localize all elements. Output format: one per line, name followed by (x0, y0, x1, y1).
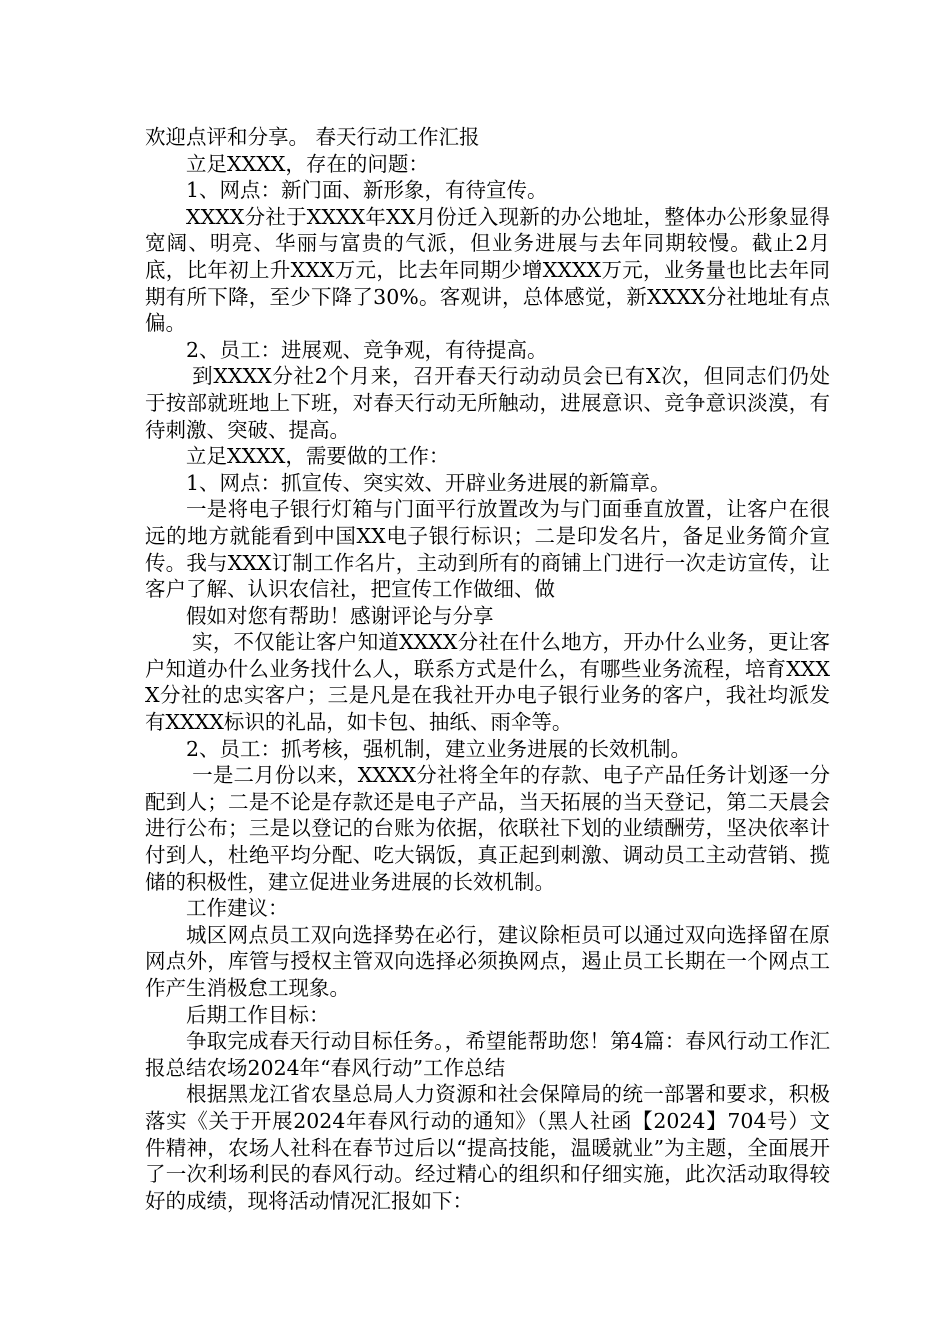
section-title-work-needed: 立足XXXX，需要做的工作： (186, 444, 450, 469)
paragraph-publicity-continued: 实，不仅能让客户知道XXXX分社在什么地方，开办什么业务，更让客户知道办什么业务找什么人，联系方式是什么，有哪些业务流程，培育XXXX分社的忠实客户；三是凡是在我社开办电子银行业务的客户，我社均派发有XXXX标识的礼品，如卡包、抽纸、雨伞等。 (145, 630, 830, 735)
subheading-outlet-publicity: 1、网点：抓宣传、突实效、开辟业务进展的新篇章。 (186, 470, 671, 495)
section-title-goals: 后期工作目标： (186, 1002, 330, 1027)
paragraph-staff-awareness: 到XXXX分社2个月来，召开春天行动动员会已有X次，但同志们仍处于按部就班地上下班，对春天行动无所触动，进展意识、竞争意识淡漠，有待刺激、突破、提高。 (145, 364, 830, 442)
paragraph-goal-and-next-article: 争取完成春天行动目标任务。，希望能帮助您！第4篇：春风行动工作汇报总结农场2024年“春风行动”工作总结 (145, 1029, 830, 1080)
paragraph-publicity-measures: 一是将电子银行灯箱与门面平行放置改为与门面垂直放置，让客户在很远的地方就能看到中国XX电子银行标识；二是印发名片，备足业务简介宣传。我与XXX订制工作名片，主动到所有的商铺上门进行一次走访宣传，让客户了解、认识农信社，把宣传工作做细、做 (145, 497, 830, 602)
document-body (145, 124, 830, 1214)
share-thanks-note: 假如对您有帮助！感谢评论与分享 (186, 603, 494, 628)
paragraph-branch-relocation: XXXX分社于XXXX年XX月份迁入现新的办公地址，整体办公形象显得宽阔、明亮、华丽与富贵的气派，但业务进展与去年同期较慢。截止2月底，比年初上升XXX万元，比去年同期少增XXXX万元，业务量也比去年同期有所下降，至少下降了30%。客观讲，总体感觉，新XXXX分社地址有点偏。 (145, 204, 830, 336)
subheading-outlet-promotion: 1、网点：新门面、新形象，有待宣传。 (186, 178, 548, 203)
paragraph-staff-selection: 城区网点员工双向选择势在必行，建议除柜员可以通过双向选择留在原网点外，库管与授权主管双向选择必须换网点，遏止员工长期在一个网点工作产生消极怠工现象。 (145, 922, 830, 1000)
document-heading-line: 欢迎点评和分享。 春天行动工作汇报 (145, 125, 480, 149)
section-title-problems: 立足XXXX，存在的问题： (186, 151, 429, 176)
section-title-suggestions: 工作建议： (186, 896, 289, 921)
paragraph-spring-breeze-report: 根据黑龙江省农垦总局人力资源和社会保障局的统一部署和要求，积极落实《关于开展2024年春风行动的通知》（黑人社函【2024】704号）文件精神，农场人社科在春节过后以“提高技能，温暖就业”为主题，全面展开了一次利场利民的春风行动。经过精心的组织和仔细实施，此次活动取得较好的成绩，现将活动情况汇报如下： (145, 1082, 830, 1213)
paragraph-task-allocation: 一是二月份以来，XXXX分社将全年的存款、电子产品任务计划逐一分配到人；二是不论是存款还是电子产品，当天拓展的当天登记，第二天晨会进行公布；三是以登记的台账为依据，依联社下划的业绩酬劳，坚决依率计付到人，杜绝平均分配、吃大锅饭，真正起到刺激、调动员工主动营销、揽储的积极性，建立促进业务进展的长效机制。 (145, 763, 830, 894)
subheading-staff-assessment: 2、员工：抓考核，强机制，建立业务进展的长效机制。 (186, 736, 692, 761)
subheading-staff-attitude: 2、员工：进展观、竞争观，有待提高。 (186, 337, 548, 362)
